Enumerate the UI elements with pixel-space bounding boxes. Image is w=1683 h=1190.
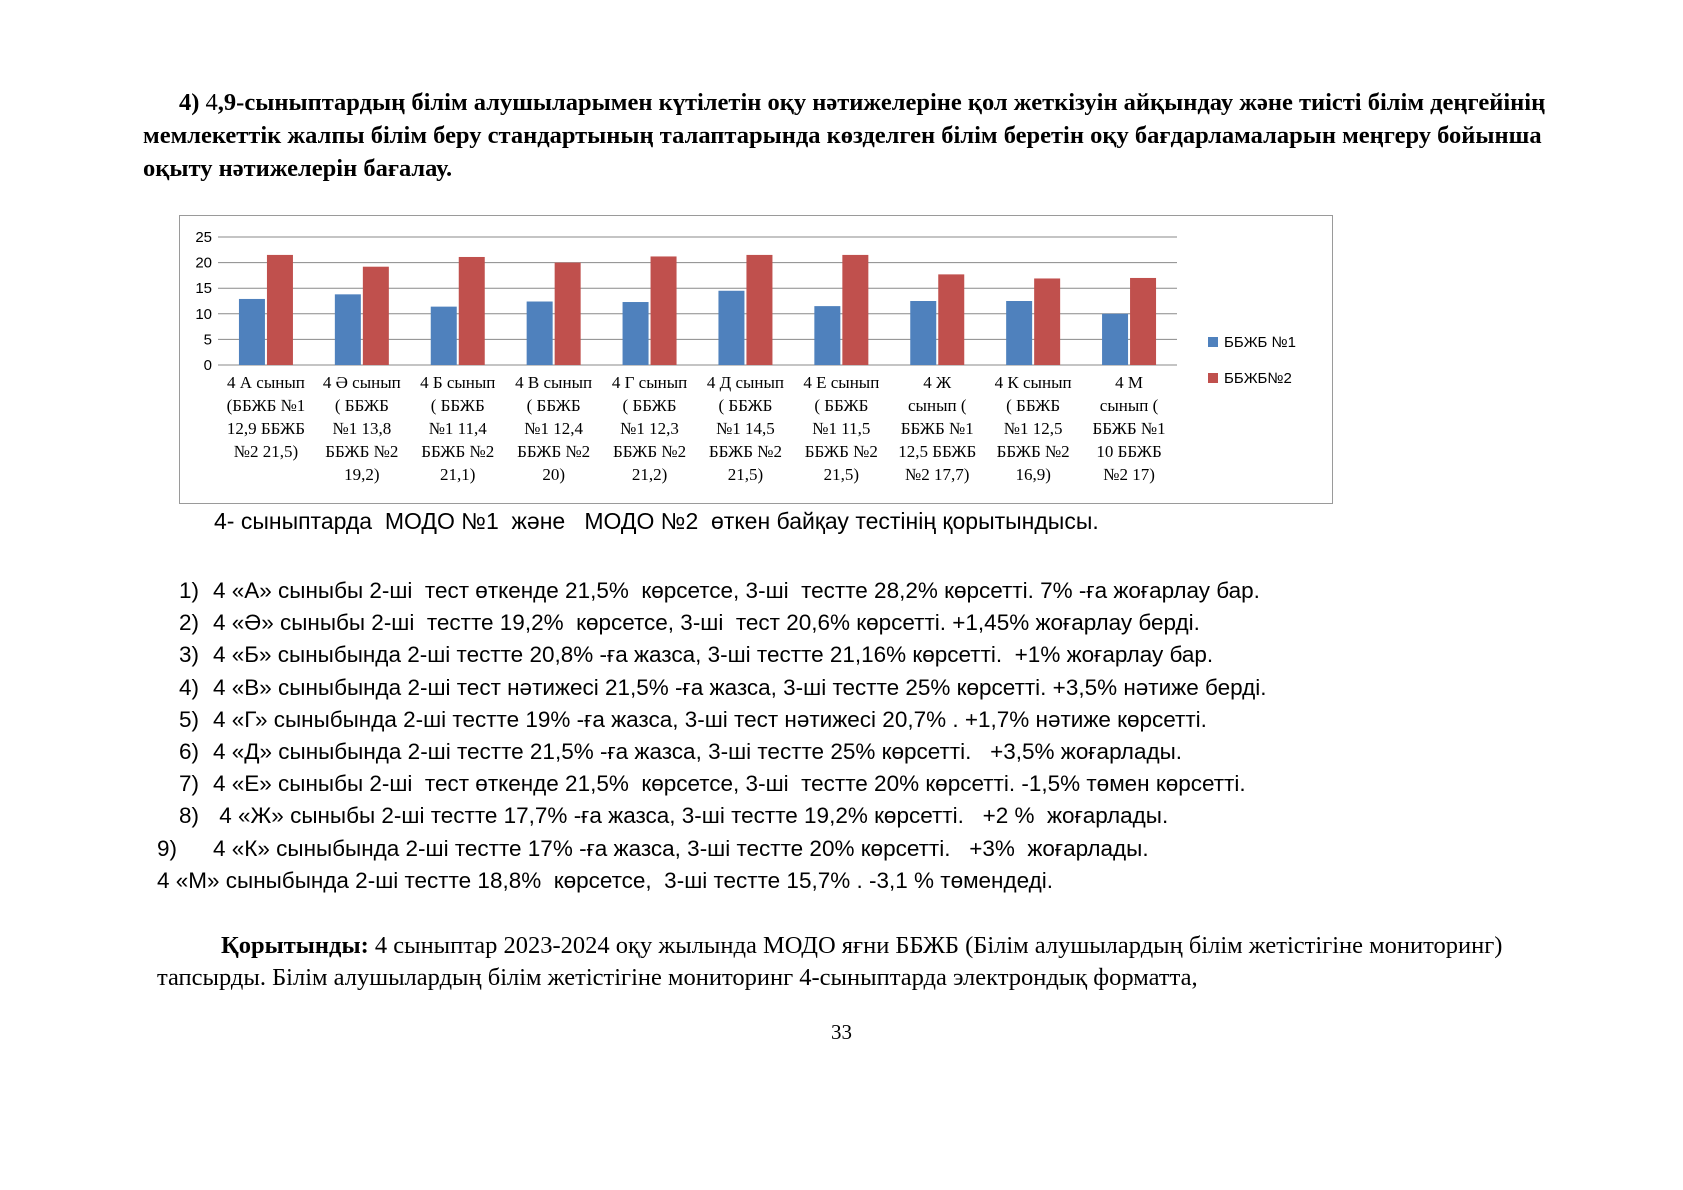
x-tick-label: 4 Г сынып: [611, 373, 688, 392]
bar-series-2: [267, 255, 293, 365]
list-item-text: 4 «К» сыныбында 2-ші тестте 17% -ға жазса, 3-ші тестте 20% көрсетті. +3% жоғарлады.: [213, 835, 1149, 861]
x-tick-label: 16,9): [1015, 465, 1051, 484]
x-tick-label: 4 Б сынып: [420, 373, 496, 392]
list-item-number: 9): [157, 835, 178, 861]
x-tick-label: сынып (: [1099, 396, 1159, 415]
list-item-text: 4 «Ж» сыныбы 2-ші тестте 17,7% -ға жазса, 3-ші тестте 19,2% көрсетті. +2 % жоғарлады.: [213, 803, 1169, 829]
list-item-text: 4 «А» сыныбы 2-ші тест өткенде 21,5% көрсетсе, 3-ші тестте 28,2% көрсетті. 7% -ға жоғарлау бар.: [213, 578, 1260, 603]
bar-series-2: [842, 255, 868, 365]
x-tick-label: сынып (: [908, 396, 967, 415]
heading-text: ,9-сыныптардың білім алушыларымен күтілетін оқу нәтижелеріне қол жеткізуін айқындау және тиісті білім деңгейінің мемлекеттік жалпы білім беру стандартының талаптарында көзделген білім беретін оқу бағдарламаларын меңгеру бойынша оқыту нәтижелерін бағалау.: [143, 89, 1546, 182]
x-tick-label: №2 17,7): [905, 465, 970, 484]
bar-series-1: [910, 301, 936, 365]
bar-series-1: [239, 299, 265, 365]
bar-series-1: [718, 291, 744, 365]
list-item-number: 1): [179, 578, 200, 603]
y-tick-label: 15: [195, 280, 212, 298]
page-number: 33: [831, 1020, 852, 1044]
bar-series-1: [527, 302, 553, 365]
chart-caption: 4- сыныптарда МОДО №1 және МОДО №2 өткен байқау тестінің қорытындысы.: [214, 508, 1099, 534]
bar-series-2: [651, 256, 677, 365]
x-tick-label: ББЖБ №2: [804, 442, 878, 461]
y-tick-label: 10: [195, 305, 212, 323]
x-tick-label: ( ББЖБ: [430, 396, 485, 415]
bar-series-1: [431, 307, 457, 365]
list-item-number: 8): [179, 803, 200, 829]
list-item-text: 4 «Е» сыныбы 2-ші тест өткенде 21,5% көрсетсе, 3-ші тестте 20% көрсетті. -1,5% төмен көрсетті.: [213, 771, 1246, 797]
x-tick-label: ( ББЖБ: [622, 396, 677, 415]
y-tick-label: 25: [195, 229, 212, 246]
x-tick-label: №1 12,4: [524, 419, 584, 438]
x-tick-label: №1 12,5: [1003, 419, 1063, 438]
x-tick-label: ББЖБ №2: [325, 442, 399, 461]
x-tick-label: ББЖБ №1: [900, 419, 974, 438]
list-item-number: 7): [179, 771, 200, 797]
section-heading: [143, 86, 1563, 185]
x-tick-label: №1 11,5: [812, 419, 871, 438]
x-tick-label: ( ББЖБ: [526, 396, 581, 415]
y-tick-label: 20: [195, 254, 212, 272]
x-tick-label: 21,2): [631, 465, 668, 484]
x-tick-label: №1 12,3: [620, 419, 679, 438]
heading-lead: 4: [205, 89, 218, 116]
list-item-text: 4 «Д» сыныбында 2-ші тестте 21,5% -ға жазса, 3-ші тестте 25% көрсетті. +3,5% жоғарлады.: [213, 738, 1183, 764]
legend-label: ББЖБ№2: [1224, 370, 1292, 387]
x-tick-label: №2 21,5): [233, 442, 299, 461]
y-tick-label: 0: [203, 357, 212, 374]
list-item-number: 5): [179, 706, 200, 732]
x-tick-label: ББЖБ №2: [517, 442, 591, 461]
bar-series-1: [1006, 301, 1032, 365]
list-item-text: 4 «Ә» сыныбы 2-ші тестте 19,2% көрсетсе, 3-ші тест 20,6% көрсетті. +1,45% жоғарлау берді.: [213, 610, 1200, 636]
x-tick-label: ( ББЖБ: [814, 396, 869, 415]
list-item-text: 4 «М» сыныбында 2-ші тестте 18,8% көрсетсе, 3-ші тестте 15,7% . -3,1 % төмендеді.: [157, 867, 1054, 893]
bar-series-2: [746, 255, 772, 365]
bar-series-2: [938, 274, 964, 365]
conclusion: [157, 930, 1557, 994]
x-tick-label: 4 М: [1115, 373, 1143, 392]
bar-series-2: [363, 267, 389, 365]
x-tick-label: 4 К сынып: [994, 373, 1072, 392]
bar-series-1: [623, 302, 649, 365]
x-tick-label: ( ББЖБ: [718, 396, 773, 415]
bar-chart-svg: [180, 216, 1332, 503]
x-tick-label: 21,5): [727, 465, 764, 484]
bar-series-2: [1130, 278, 1156, 365]
legend-swatch: [1208, 373, 1218, 383]
x-tick-label: ( ББЖБ: [1006, 396, 1061, 415]
x-tick-label: 20): [542, 465, 565, 484]
list-item-text: 4 «Г» сыныбында 2-ші тестте 19% -ға жазса, 3-ші тест нәтижесі 20,7% . +1,7% нәтиже көрсетті.: [213, 706, 1207, 732]
bar-series-2: [459, 257, 485, 365]
x-tick-label: ББЖБ №2: [613, 442, 687, 461]
x-tick-label: №1 13,8: [332, 419, 392, 438]
heading-number: 4): [179, 89, 200, 116]
list-item-number: 4): [179, 674, 200, 700]
list-item-number: 6): [179, 738, 200, 764]
x-tick-label: 12,9 ББЖБ: [226, 419, 305, 438]
conclusion-label: Қорытынды:: [221, 932, 369, 959]
bar-series-2: [1034, 278, 1060, 365]
x-tick-label: 4 А сынып: [227, 373, 305, 392]
x-tick-label: 4 Ә сынып: [322, 373, 401, 392]
bar-series-1: [335, 294, 361, 365]
x-tick-label: ББЖБ №2: [996, 442, 1070, 461]
list-item-text: 4 «В» сыныбында 2-ші тест нәтижесі 21,5% -ға жазса, 3-ші тестте 25% көрсетті. +3,5% нәтиже берді.: [213, 674, 1267, 700]
x-tick-label: №1 14,5: [716, 419, 775, 438]
x-tick-label: №1 11,4: [428, 419, 487, 438]
bar-series-1: [814, 306, 840, 365]
x-tick-label: 4 Д сынып: [706, 373, 785, 392]
x-tick-label: 12,5 ББЖБ: [898, 442, 977, 461]
legend-swatch: [1208, 337, 1218, 347]
x-tick-label: ББЖБ №1: [1092, 419, 1166, 438]
legend-label: ББЖБ №1: [1224, 334, 1296, 351]
x-tick-label: 21,5): [823, 465, 860, 484]
x-tick-label: ББЖБ №2: [421, 442, 495, 461]
x-tick-label: ББЖБ №2: [708, 442, 782, 461]
x-tick-label: 4 В сынып: [515, 373, 593, 392]
x-tick-label: (ББЖБ №1: [226, 396, 306, 415]
x-tick-label: 10 ББЖБ: [1096, 442, 1162, 461]
list-item-number: 3): [179, 642, 200, 668]
x-tick-label: 19,2): [344, 465, 380, 484]
list-item-text: 4 «Б» сыныбында 2-ші тестте 20,8% -ға жазса, 3-ші тестте 21,16% көрсетті. +1% жоғарлау бар.: [213, 642, 1214, 668]
x-tick-label: 21,1): [440, 465, 476, 484]
bar-series-2: [555, 263, 581, 365]
x-tick-label: 4 Е сынып: [803, 373, 880, 392]
conclusion-text: 4 сыныптар 2023-2024 оқу жылында МОДО яғни ББЖБ (Білім алушылардың білім жетістігіне мониторинг) тапсырды. Білім алушылардың білім жетістігіне мониторинг 4-сыныптарда электрондық форматта,: [157, 932, 1503, 991]
x-tick-label: №2 17): [1103, 465, 1155, 484]
list-item-number: 2): [179, 610, 200, 636]
bar-chart: [179, 215, 1333, 504]
x-tick-label: ( ББЖБ: [334, 396, 389, 415]
y-tick-label: 5: [203, 331, 212, 349]
bar-series-1: [1102, 314, 1128, 365]
x-tick-label: 4 Ж: [923, 373, 952, 392]
